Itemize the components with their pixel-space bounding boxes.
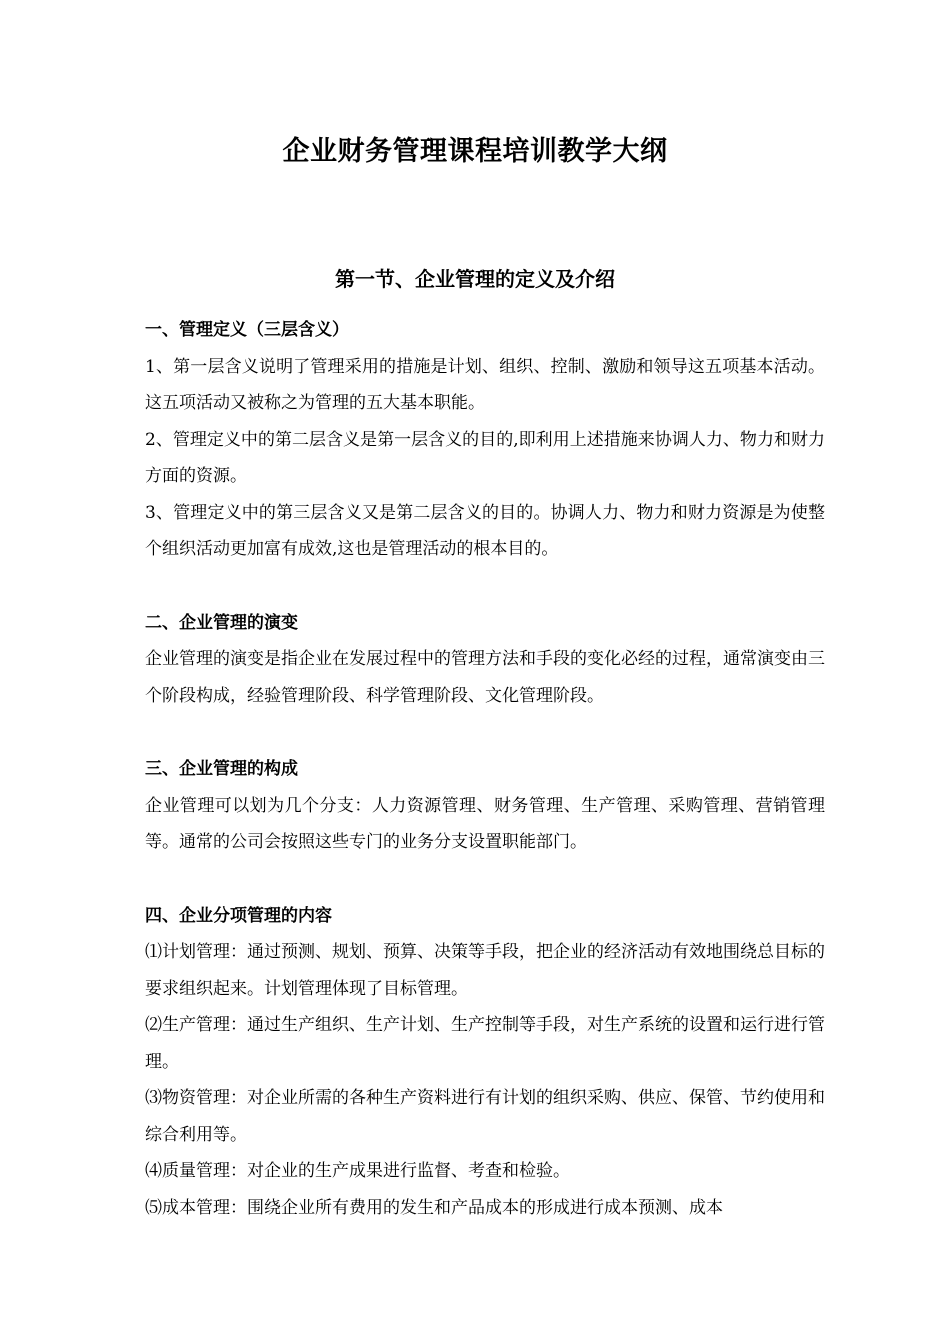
section-management-structure — [145, 751, 825, 861]
section-management-evolution — [145, 605, 825, 715]
section-heading: 四、企业分项管理的内容 — [145, 905, 332, 926]
paragraph: ⑴计划管理：通过预测、规划、预算、决策等手段，把企业的经济活动有效地围绕总目标的要求组织起来。计划管理体现了目标管理。 — [145, 942, 825, 999]
document-title: 企业财务管理课程培训教学大纲 — [282, 136, 668, 167]
paragraph: 1、第一层含义说明了管理采用的措施是计划、组织、控制、激励和领导这五项基本活动。这五项活动又被称之为管理的五大基本职能。 — [145, 356, 825, 413]
document-body — [145, 312, 825, 1226]
section-title: 第一节、企业管理的定义及介绍 — [335, 267, 615, 291]
paragraph: ⑵生产管理：通过生产组织、生产计划、生产控制等手段，对生产系统的设置和运行进行管理。 — [145, 1015, 825, 1072]
paragraph: 3、管理定义中的第三层含义又是第二层含义的目的。协调人力、物力和财力资源是为使整个组织活动更加富有成效,这也是管理活动的根本目的。 — [145, 502, 825, 559]
paragraph: 企业管理的演变是指企业在发展过程中的管理方法和手段的变化必经的过程，通常演变由三个阶段构成，经验管理阶段、科学管理阶段、文化管理阶段。 — [145, 649, 825, 706]
paragraph: 企业管理可以划为几个分支：人力资源管理、财务管理、生产管理、采购管理、营销管理等。通常的公司会按照这些专门的业务分支设置职能部门。 — [145, 795, 825, 852]
section-heading: 三、企业管理的构成 — [145, 759, 298, 779]
paragraph: ⑶物资管理：对企业所需的各种生产资料进行有计划的组织采购、供应、保管、节约使用和综合利用等。 — [145, 1088, 825, 1145]
paragraph: 2、管理定义中的第二层含义是第一层含义的目的,即利用上述措施来协调人力、物力和财力方面的资源。 — [145, 429, 825, 486]
section-heading: 二、企业管理的演变 — [145, 612, 298, 633]
paragraph: ⑷质量管理：对企业的生产成果进行监督、考查和检验。 — [145, 1161, 570, 1181]
section-heading: 一、管理定义（三层含义） — [145, 320, 349, 340]
section-management-contents — [145, 898, 825, 1227]
paragraph: ⑸成本管理：围绕企业所有费用的发生和产品成本的形成进行成本预测、成本 — [145, 1197, 723, 1218]
section-management-definition — [145, 312, 825, 568]
